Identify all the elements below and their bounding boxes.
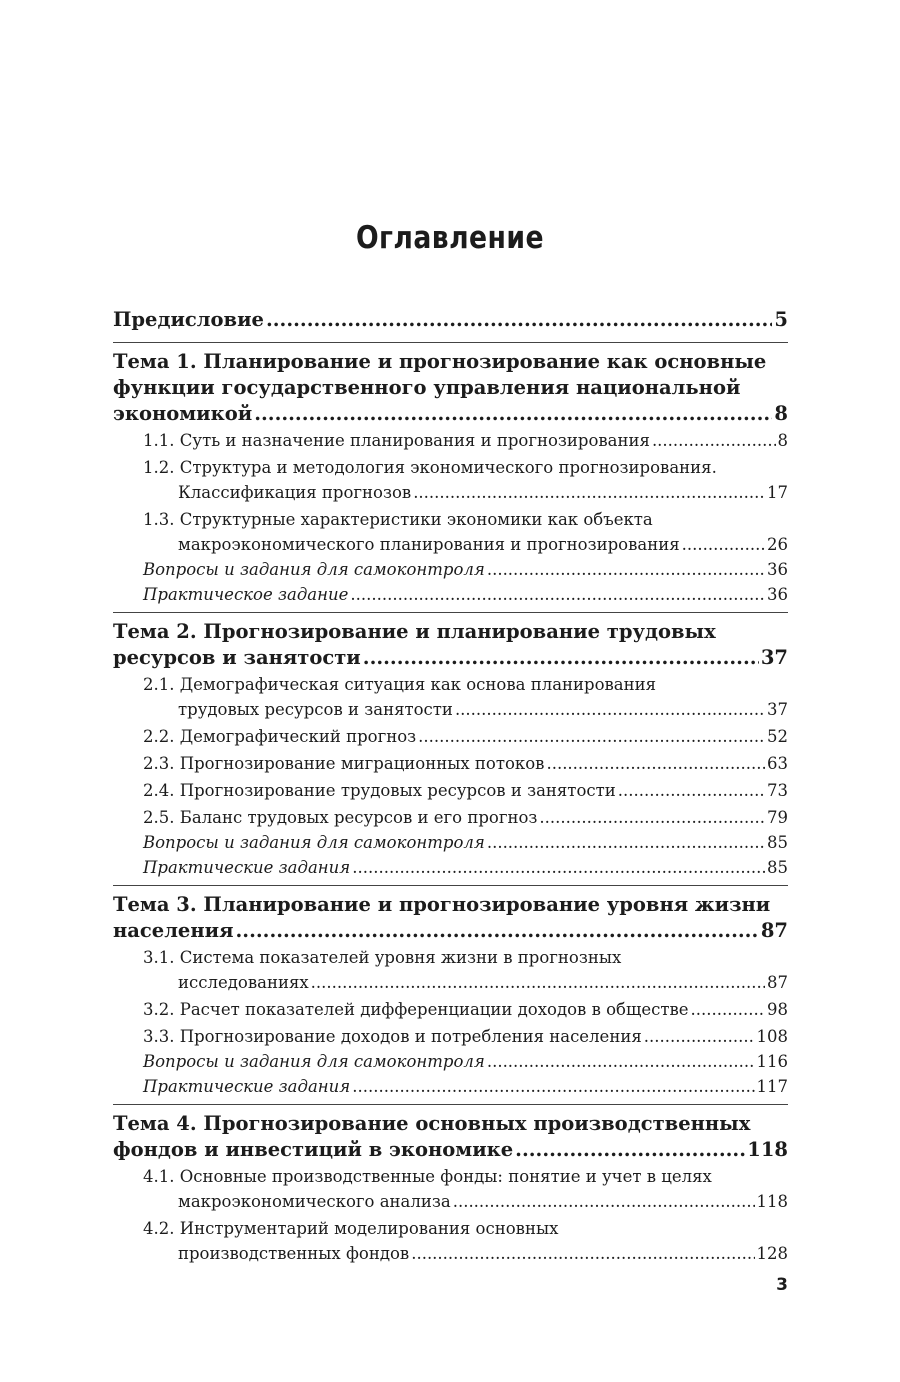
leader-dots bbox=[418, 724, 765, 749]
leader-dots bbox=[618, 778, 765, 803]
leader-dots bbox=[487, 557, 765, 582]
toc-subentry-label: 1.1. Суть и назначение планирования и прогнозирования bbox=[143, 431, 650, 450]
toc-topic-2[interactable] bbox=[113, 619, 788, 671]
toc-subentry-label: 4.2. Инструментарий моделирования основных bbox=[143, 1219, 559, 1238]
toc-subentry[interactable] bbox=[113, 672, 788, 722]
toc-subentry-label: 2.5. Баланс трудовых ресурсов и его прогноз bbox=[143, 808, 538, 827]
toc-subentry-label: Вопросы и задания для самоконтроля bbox=[143, 1052, 485, 1071]
toc-topic-title-line: фондов и инвестиций в экономике bbox=[113, 1138, 514, 1161]
toc-topic-title-line: Тема 2. Прогнозирование и планирование трудовых bbox=[113, 620, 716, 643]
toc-subentry-label: производственных фондов bbox=[178, 1244, 410, 1263]
leader-dots bbox=[682, 532, 765, 557]
toc-subentry[interactable] bbox=[113, 1216, 788, 1266]
toc-page-number: 98 bbox=[767, 1000, 788, 1019]
toc-page-number: 85 bbox=[767, 833, 788, 852]
toc-topic-1[interactable] bbox=[113, 349, 788, 427]
toc-page-number: 36 bbox=[767, 585, 788, 604]
toc-page-number: 8 bbox=[777, 431, 788, 450]
toc-subentry[interactable] bbox=[113, 945, 788, 995]
toc-subentry[interactable] bbox=[113, 805, 788, 830]
page-title: Оглавление bbox=[355, 220, 545, 256]
toc-page-number: 118 bbox=[756, 1192, 788, 1211]
toc-subentry-label: 2.1. Демографическая ситуация как основа планирования bbox=[143, 675, 657, 694]
toc-subentry-label: 2.3. Прогнозирование миграционных потоков bbox=[143, 754, 545, 773]
toc-topic-title-line: функции государственного управления национальной bbox=[113, 376, 741, 399]
toc-subentry-label: 4.1. Основные производственные фонды: понятие и учет в целях bbox=[143, 1167, 712, 1186]
toc-subentry-label: Практические задания bbox=[143, 858, 351, 877]
toc-page-number: 116 bbox=[756, 1052, 788, 1071]
toc-topic-title-line: Тема 4. Прогнозирование основных производственных bbox=[113, 1112, 751, 1135]
toc-subentry[interactable] bbox=[113, 778, 788, 803]
toc-topic-title-line: ресурсов и занятости bbox=[113, 646, 361, 669]
leader-dots bbox=[350, 582, 765, 607]
toc-topic-title-line: Тема 3. Планирование и прогнозирование уровня жизни bbox=[113, 893, 771, 916]
divider bbox=[113, 885, 788, 886]
toc-subentry-practice[interactable] bbox=[113, 855, 788, 880]
toc-page-number: 52 bbox=[767, 727, 788, 746]
toc-subentry-questions[interactable] bbox=[113, 830, 788, 855]
toc-subentry[interactable] bbox=[113, 428, 788, 453]
leader-dots bbox=[413, 480, 765, 505]
toc-subentry-questions[interactable] bbox=[113, 557, 788, 582]
leader-dots bbox=[691, 997, 765, 1022]
leader-dots bbox=[352, 1074, 754, 1099]
toc-subentry-label: 3.2. Расчет показателей дифференциации доходов в обществе bbox=[143, 1000, 689, 1019]
toc-page-number: 26 bbox=[767, 535, 788, 554]
toc-page-number: 5 bbox=[774, 308, 788, 331]
leader-dots bbox=[411, 1241, 754, 1266]
toc-subentry[interactable] bbox=[113, 751, 788, 776]
leader-dots bbox=[254, 401, 772, 427]
leader-dots bbox=[363, 645, 759, 671]
leader-dots bbox=[546, 751, 765, 776]
toc-subentry-label: макроэкономического анализа bbox=[178, 1192, 451, 1211]
toc-subentry[interactable] bbox=[113, 507, 788, 557]
toc-subentry-label: Классификация прогнозов bbox=[178, 483, 412, 502]
toc-entry-label: Предисловие bbox=[113, 308, 264, 331]
toc-page-number: 128 bbox=[756, 1244, 788, 1263]
leader-dots bbox=[515, 1137, 745, 1163]
toc-subentry-label: 3.1. Система показателей уровня жизни в прогнозных bbox=[143, 948, 622, 967]
toc-subentry-label: 2.4. Прогнозирование трудовых ресурсов и занятости bbox=[143, 781, 616, 800]
toc-subentry-label: Вопросы и задания для самоконтроля bbox=[143, 833, 485, 852]
toc-page-number: 87 bbox=[760, 919, 788, 942]
toc-entry-preface[interactable] bbox=[113, 307, 788, 333]
toc-subentry[interactable] bbox=[113, 455, 788, 505]
toc-subentry-label: 2.2. Демографический прогноз bbox=[143, 727, 417, 746]
page-number: 3 bbox=[776, 1275, 788, 1295]
toc-subentry-questions[interactable] bbox=[113, 1049, 788, 1074]
toc-subentry-label: трудовых ресурсов и занятости bbox=[178, 700, 453, 719]
leader-dots bbox=[236, 918, 759, 944]
toc-page-number: 37 bbox=[767, 700, 788, 719]
toc-subentry-label: исследованиях bbox=[178, 973, 309, 992]
toc-topic-4[interactable] bbox=[113, 1111, 788, 1163]
leader-dots bbox=[352, 855, 765, 880]
toc-page-number: 73 bbox=[767, 781, 788, 800]
leader-dots bbox=[652, 428, 776, 453]
toc-subentry-label: 1.2. Структура и методология экономического прогнозирования. bbox=[143, 458, 717, 477]
toc-page-number: 37 bbox=[760, 646, 788, 669]
toc-subentry-label: 1.3. Структурные характеристики экономики как объекта bbox=[143, 510, 653, 529]
toc-subentry-label: 3.3. Прогнозирование доходов и потребления населения bbox=[143, 1027, 642, 1046]
toc-topic-title-line: населения bbox=[113, 919, 234, 942]
toc-subentry-practice[interactable] bbox=[113, 1074, 788, 1099]
toc-subentry-label: Практическое задание bbox=[143, 585, 349, 604]
toc-page-number: 36 bbox=[767, 560, 788, 579]
toc-page-number: 118 bbox=[747, 1138, 788, 1161]
leader-dots bbox=[487, 830, 765, 855]
toc-topic-title-line: Тема 1. Планирование и прогнозирование как основные bbox=[113, 350, 767, 373]
divider bbox=[113, 612, 788, 613]
toc-subentry[interactable] bbox=[113, 997, 788, 1022]
toc-page-number: 108 bbox=[756, 1027, 788, 1046]
leader-dots bbox=[453, 1189, 755, 1214]
table-of-contents bbox=[113, 307, 788, 1266]
toc-page-number: 17 bbox=[767, 483, 788, 502]
toc-topic-3[interactable] bbox=[113, 892, 788, 944]
leader-dots bbox=[644, 1024, 755, 1049]
toc-subentry[interactable] bbox=[113, 724, 788, 749]
leader-dots bbox=[539, 805, 765, 830]
leader-dots bbox=[266, 307, 772, 333]
toc-subentry-label: Вопросы и задания для самоконтроля bbox=[143, 560, 485, 579]
toc-page-number: 117 bbox=[756, 1077, 788, 1096]
leader-dots bbox=[311, 970, 765, 995]
leader-dots bbox=[455, 697, 765, 722]
toc-page-number: 8 bbox=[774, 402, 788, 425]
toc-page-number: 63 bbox=[767, 754, 788, 773]
toc-topic-title-line: экономикой bbox=[113, 402, 253, 425]
divider bbox=[113, 342, 788, 343]
toc-subentry[interactable] bbox=[113, 1164, 788, 1214]
toc-subentry[interactable] bbox=[113, 1024, 788, 1049]
toc-subentry-label: макроэкономического планирования и прогнозирования bbox=[178, 535, 680, 554]
toc-page-number: 79 bbox=[767, 808, 788, 827]
toc-subentry-label: Практические задания bbox=[143, 1077, 351, 1096]
leader-dots bbox=[487, 1049, 755, 1074]
toc-subentry-practice[interactable] bbox=[113, 582, 788, 607]
divider bbox=[113, 1104, 788, 1105]
toc-page-number: 87 bbox=[767, 973, 788, 992]
toc-page-number: 85 bbox=[767, 858, 788, 877]
